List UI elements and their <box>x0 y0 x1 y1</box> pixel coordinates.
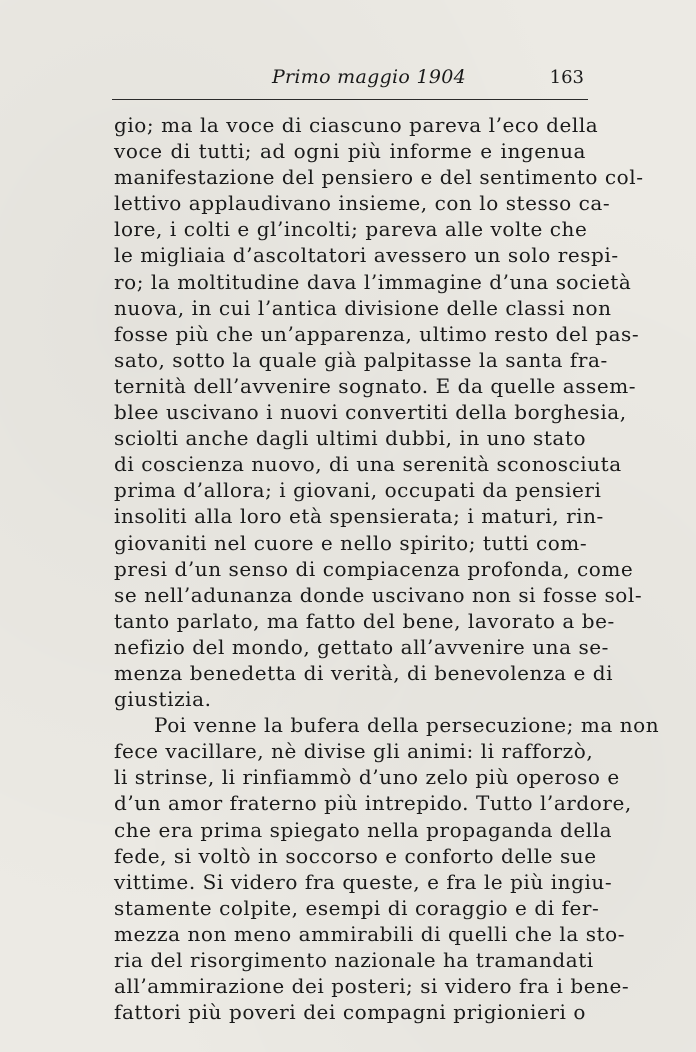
running-title: Primo maggio 1904 <box>271 66 467 88</box>
body-text <box>114 112 660 1025</box>
text-line: blee uscivano i nuovi convertiti della borghesia, <box>114 400 627 425</box>
text-line: le migliaia d’ascoltatori avessero un solo respi- <box>114 243 619 268</box>
text-line: insoliti alla loro età spensierata; i maturi, rin- <box>114 504 604 529</box>
text-line: manifestazione del pensiero e del sentimento col- <box>114 165 644 190</box>
text-line: mezza non meno ammirabili di quelli che la sto- <box>114 921 626 946</box>
text-line: fece vacillare, nè divise gli animi: li rafforzò, <box>114 739 594 764</box>
text-line: se nell’adunanza donde uscivano non si fosse sol- <box>114 582 643 607</box>
text-line: all’ammirazione dei posteri; si videro fra i bene- <box>114 974 630 999</box>
text-line: Poi venne la bufera della persecuzione; ma non <box>154 713 660 738</box>
text-line: nuova, in cui l’antica divisione delle classi non <box>114 295 612 320</box>
text-line: tanto parlato, ma fatto del bene, lavorato a be- <box>114 608 615 633</box>
text-line: fattori più poveri dei compagni prigionieri o <box>114 1000 586 1025</box>
header-rule <box>112 99 588 100</box>
text-line: presi d’un senso di compiacenza profonda, come <box>114 556 634 581</box>
text-line: giustizia. <box>114 687 212 712</box>
text-line: voce di tutti; ad ogni più informe e ingenua <box>114 139 586 164</box>
text-line: sato, sotto la quale già palpitasse la santa fra- <box>114 347 608 372</box>
text-line: menza benedetta di verità, di benevolenza e di <box>114 660 614 685</box>
text-line: fede, si voltò in soccorso e conforto delle sue <box>114 843 597 868</box>
text-line: che era prima spiegato nella propaganda della <box>114 817 613 842</box>
text-line: fosse più che un’apparenza, ultimo resto del pas- <box>114 321 640 346</box>
text-line: li strinse, li rinfiammò d’uno zelo più operoso e <box>114 765 620 790</box>
text-line: gio; ma la voce di ciascuno pareva l’eco della <box>114 113 599 137</box>
text-line: di coscienza nuovo, di una serenità sconosciuta <box>114 452 622 477</box>
text-line: vittime. Si videro fra queste, e fra le più ingiu- <box>114 869 613 894</box>
text-line: sciolti anche dagli ultimi dubbi, in uno stato <box>114 426 587 451</box>
text-line: ro; la moltitudine dava l’immagine d’una società <box>114 269 632 294</box>
text-line: stamente colpite, esempi di coraggio e di fer- <box>114 895 600 920</box>
page-header <box>112 66 586 96</box>
text-line: ria del risorgimento nazionale ha tramandati <box>114 948 594 972</box>
page-number: 163 <box>549 67 584 88</box>
text-line: lettivo applaudivano insieme, con lo stesso ca- <box>114 191 611 216</box>
text-line: ternità dell’avvenire sognato. E da quelle assem- <box>114 373 637 398</box>
text-line: lore, i colti e gl’incolti; pareva alle volte che <box>114 217 588 242</box>
text-line: prima d’allora; i giovani, occupati da pensieri <box>114 478 602 503</box>
text-line: giovaniti nel cuore e nello spirito; tutti com- <box>114 530 588 555</box>
text-line: d’un amor fraterno più intrepido. Tutto l’ardore, <box>114 791 632 816</box>
text-line: nefizio del mondo, gettato all’avvenire una se- <box>114 634 609 659</box>
